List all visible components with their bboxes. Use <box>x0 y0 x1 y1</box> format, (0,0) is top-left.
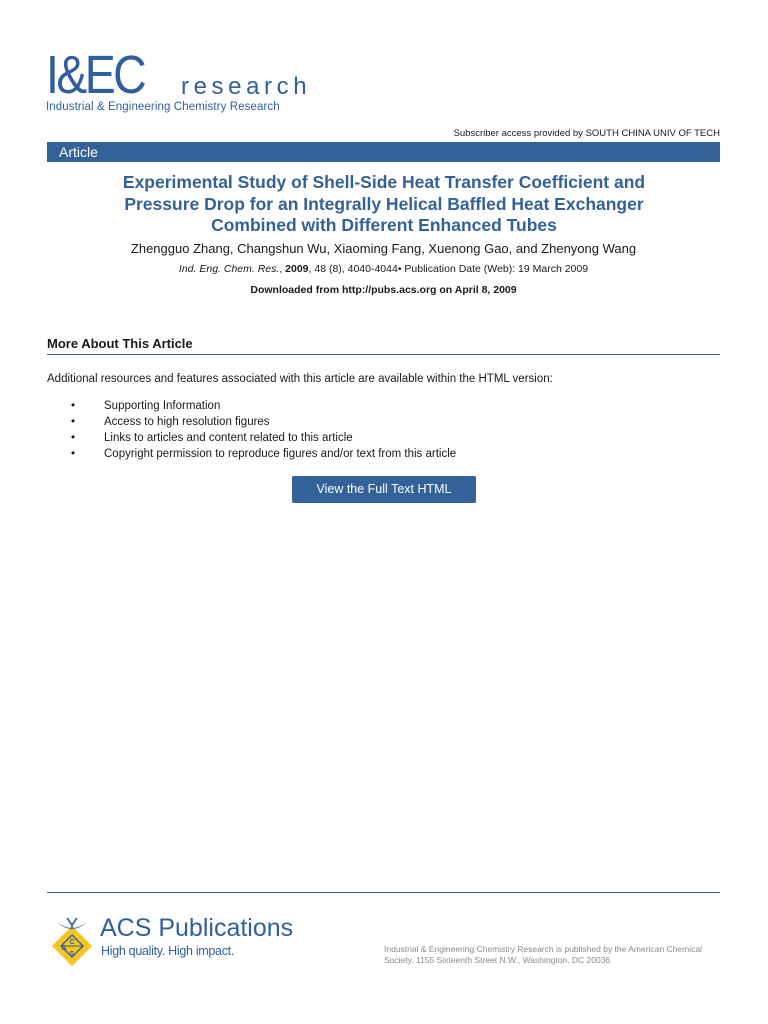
more-about-heading: More About This Article <box>47 336 193 351</box>
publisher-tagline: High quality. High impact. <box>101 944 235 958</box>
list-item <box>47 430 647 446</box>
acs-publications-logo <box>46 914 306 966</box>
resource-item-label: Links to articles and content related to this article <box>104 432 353 444</box>
resource-item-label: Supporting Information <box>104 400 221 412</box>
view-full-text-button[interactable]: View the Full Text HTML <box>292 476 476 503</box>
citation-details: , 48 (8), 4040-4044• Publication Date (Web): 19 March 2009 <box>308 263 589 275</box>
resources-list <box>47 398 647 462</box>
subscriber-access: Subscriber access provided by SOUTH CHINA UNIV OF TECH <box>453 128 720 139</box>
bullet: • <box>71 416 76 428</box>
list-item <box>47 414 647 430</box>
journal-logo <box>46 45 316 120</box>
citation-year: 2009 <box>285 263 309 275</box>
emblem-letter-a: A <box>61 945 67 952</box>
logo-word: research <box>181 73 312 100</box>
section-divider <box>47 354 720 355</box>
resource-item-label: Access to high resolution figures <box>104 416 270 428</box>
article-citation: Ind. Eng. Chem. Res., 2009, 48 (8), 4040-4044• Publication Date (Web): 19 March 2009 <box>178 263 589 275</box>
resource-item-label: Copyright permission to reproduce figures and/or text from this article <box>104 448 457 460</box>
logo-subtitle: Industrial & Engineering Chemistry Research <box>46 101 280 113</box>
list-item <box>47 446 647 462</box>
list-item <box>47 398 647 414</box>
download-notice: Downloaded from http://pubs.acs.org on April 8, 2009 <box>250 284 517 296</box>
publisher-name: ACS Publications <box>100 914 294 942</box>
logo-mark: I&EC <box>46 45 145 105</box>
footer-divider <box>47 892 720 893</box>
bullet: • <box>71 400 76 412</box>
article-type-label: Article <box>59 144 98 160</box>
article-title: Experimental Study of Shell-Side Heat Transfer Coefficient and Pressure Drop for an Integrally Helical Baffled Heat Exchanger Combined with Different Enhanced Tubes <box>122 172 646 235</box>
citation-journal: Ind. Eng. Chem. Res. <box>178 263 280 275</box>
acs-emblem-icon <box>46 914 98 966</box>
resources-intro: Additional resources and features associated with this article are available within the HTML version: <box>47 373 553 385</box>
publisher-note: Industrial & Engineering Chemistry Research is published by the American Chemical Society. 1155 Sixteenth Street N.W., Washington, DC 20036 <box>384 944 702 965</box>
emblem-letter-s: S <box>69 951 75 958</box>
article-authors: Zhengguo Zhang, Changshun Wu, Xiaoming Fang, Xuenong Gao, and Zhenyong Wang <box>130 241 637 256</box>
bullet: • <box>71 448 76 460</box>
bullet: • <box>71 432 76 444</box>
article-type-bar <box>47 142 720 162</box>
emblem-letter-c: C <box>69 939 75 946</box>
